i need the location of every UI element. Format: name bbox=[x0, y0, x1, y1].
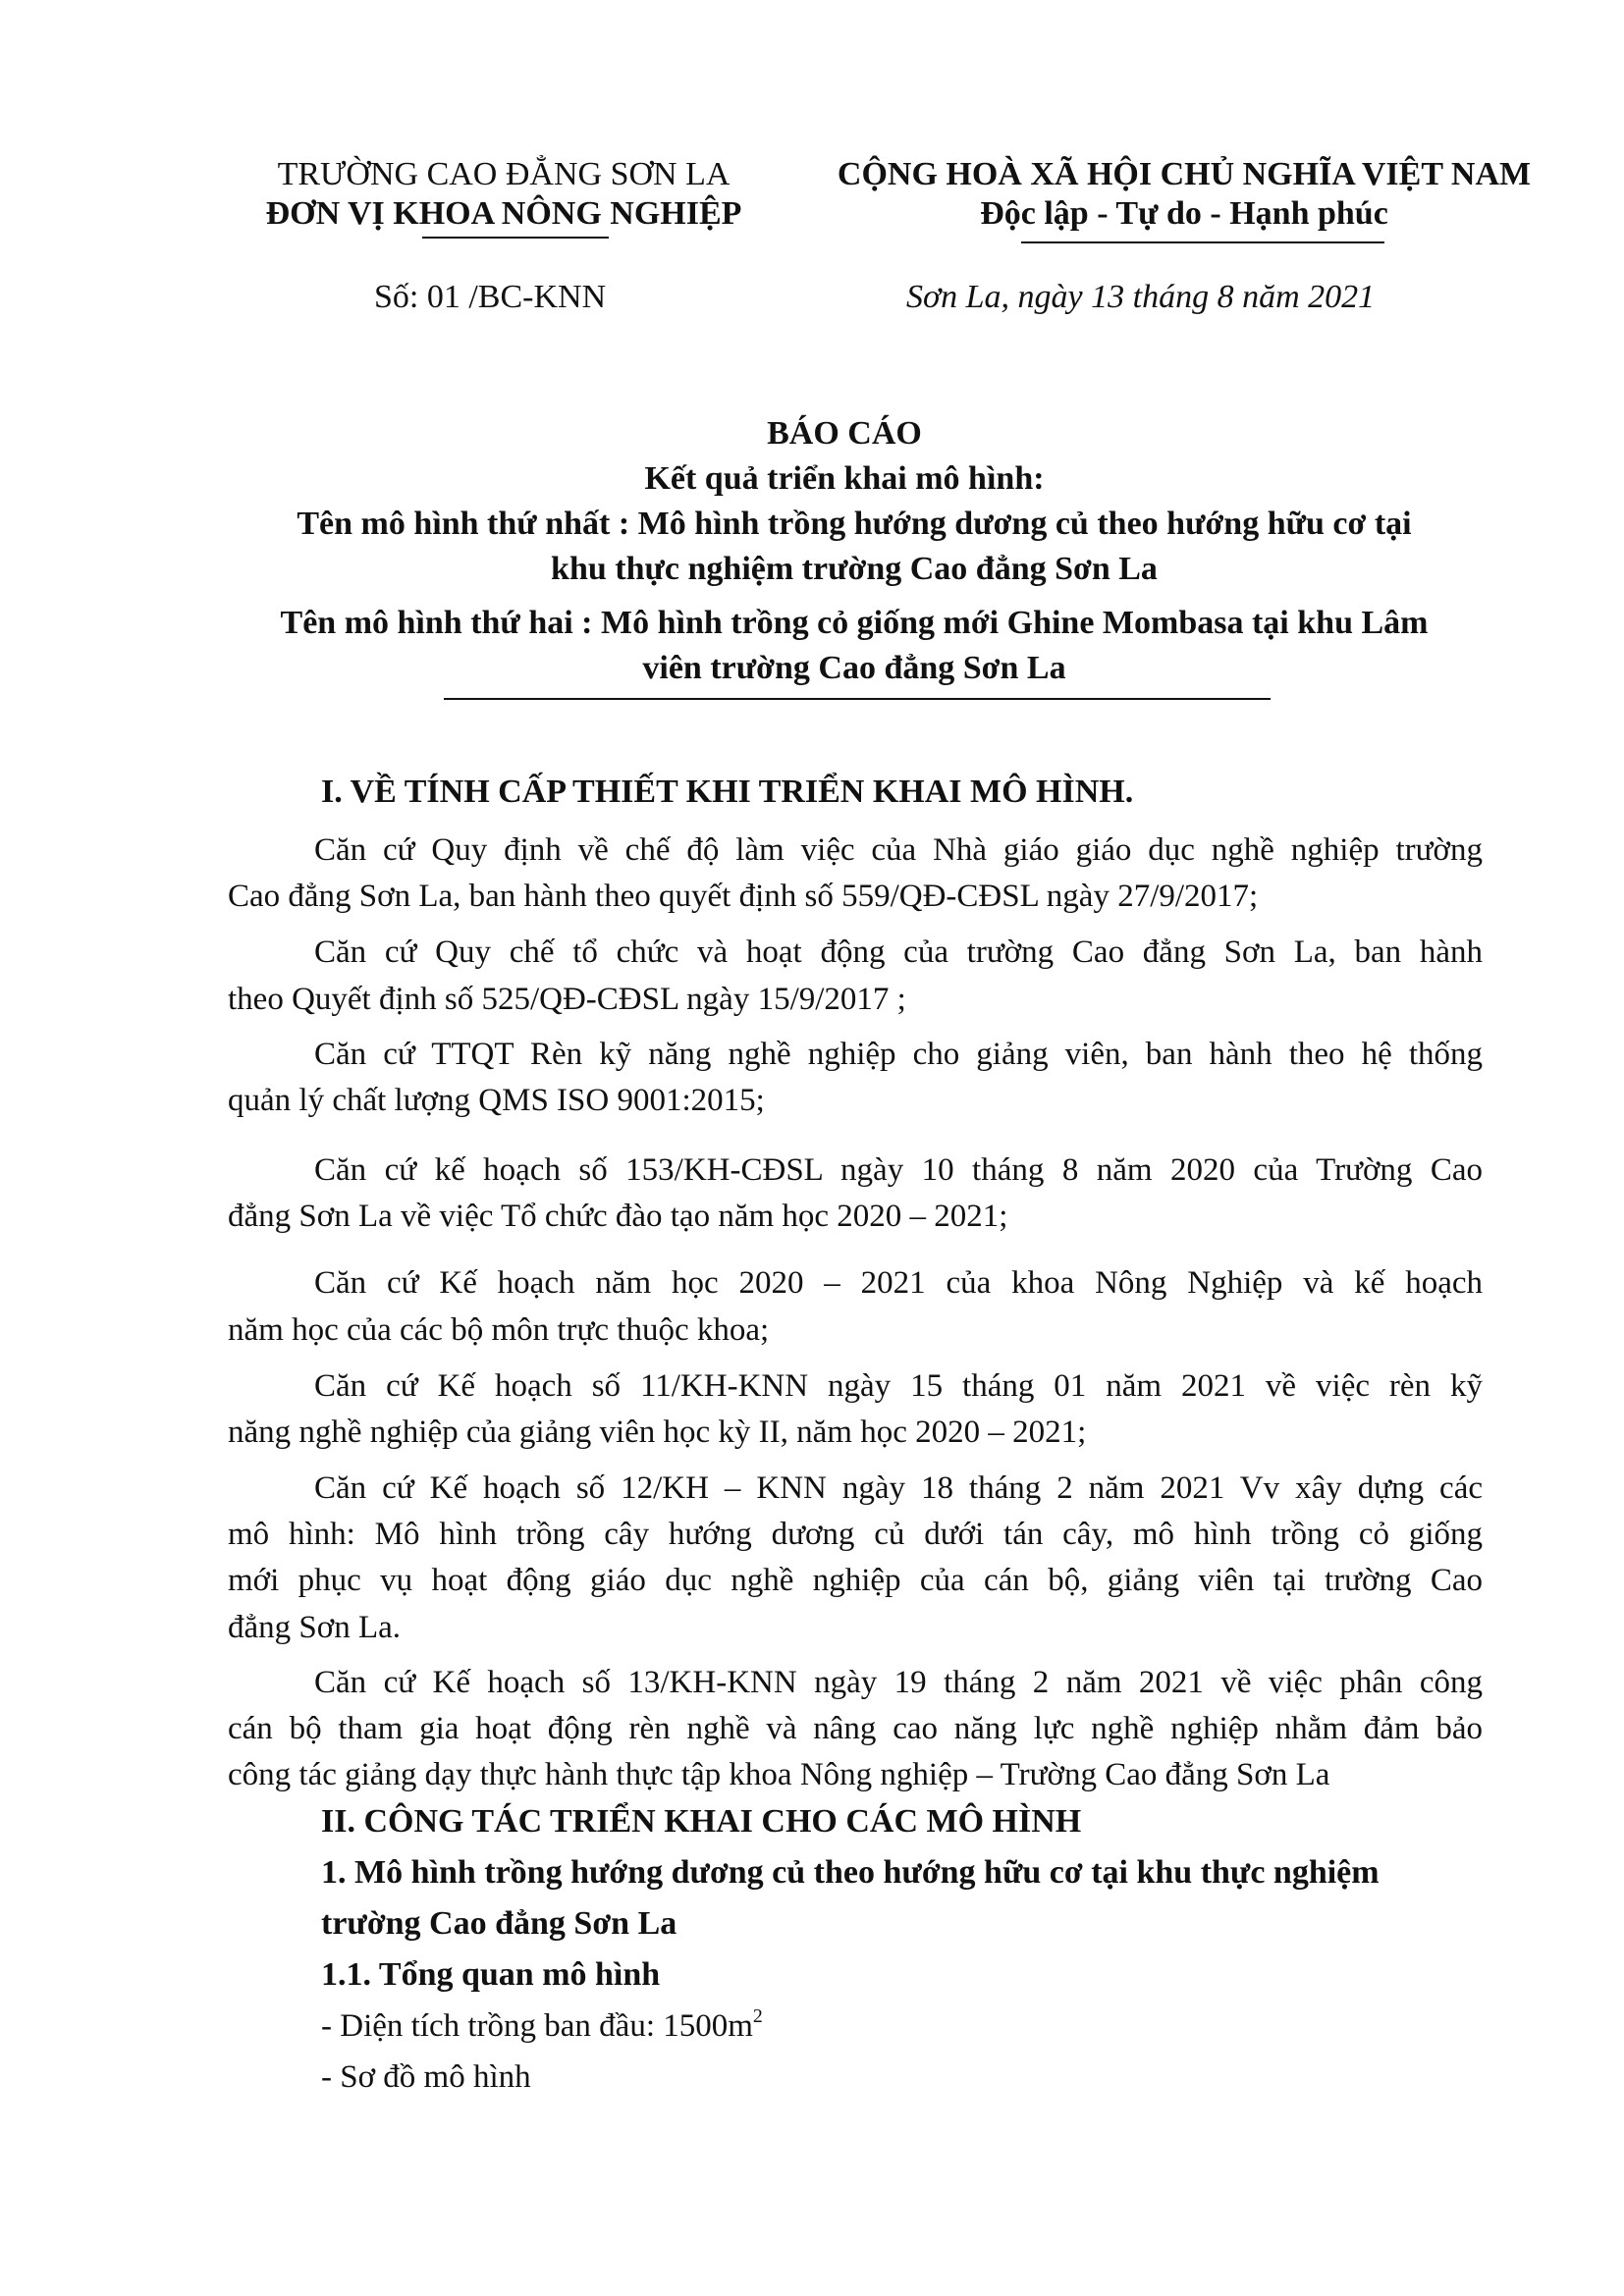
para-6-line-2: năng nghề nghiệp của giảng viên học kỳ II, năm học 2020 – 2021; bbox=[228, 1415, 1087, 1450]
motto-underline bbox=[1021, 241, 1384, 243]
school-name: TRƯỜNG CAO ĐẲNG SƠN LA bbox=[277, 156, 731, 192]
para-8-line-2: cán bộ tham gia hoạt động rèn nghề và nâng cao năng lực nghề nghiệp nhằm đảm bảo bbox=[228, 1711, 1483, 1746]
model2-name-line1: Tên mô hình thứ hai : Mô hình trồng cỏ giống mới Ghine Mombasa tại khu Lâm bbox=[280, 605, 1429, 641]
para-1-line-1: Căn cứ Quy định về chế độ làm việc của Nhà giáo giáo dục nghề nghiệp trường bbox=[314, 832, 1483, 868]
para-6-line-1: Căn cứ Kế hoạch số 11/KH-KNN ngày 15 tháng 01 năm 2021 về việc rèn kỹ bbox=[314, 1368, 1483, 1404]
bullet-area-text: - Diện tích trồng ban đầu: 1500m bbox=[321, 2008, 753, 2044]
para-3-line-1: Căn cứ TTQT Rèn kỹ năng nghề nghiệp cho giảng viên, ban hành theo hệ thống bbox=[314, 1037, 1483, 1072]
bullet-area-unit-sup: 2 bbox=[752, 2005, 763, 2028]
bullet-area bbox=[321, 2006, 763, 2046]
bullet-diagram: - Sơ đồ mô hình bbox=[321, 2059, 531, 2095]
para-2-line-2: theo Quyết định số 525/QĐ-CĐSL ngày 15/9/2017 ; bbox=[228, 982, 906, 1017]
section-1-heading: I. VỀ TÍNH CẤP THIẾT KHI TRIỂN KHAI MÔ HÌNH. bbox=[321, 774, 1134, 810]
motto: Độc lập - Tự do - Hạnh phúc bbox=[980, 195, 1388, 232]
para-8-line-1: Căn cứ Kế hoạch số 13/KH-KNN ngày 19 tháng 2 năm 2021 về việc phân công bbox=[314, 1665, 1483, 1700]
para-8-line-3: công tác giảng dạy thực hành thực tập khoa Nông nghiệp – Trường Cao đẳng Sơn La bbox=[228, 1757, 1330, 1792]
subsection-1-1-heading: 1.1. Tổng quan mô hình bbox=[321, 1956, 661, 1993]
para-3-line-2: quản lý chất lượng QMS ISO 9001:2015; bbox=[228, 1083, 765, 1118]
model1-name-line2: khu thực nghiệm trường Cao đẳng Sơn La bbox=[551, 551, 1158, 587]
report-subtitle: Kết quả triển khai mô hình: bbox=[644, 460, 1045, 497]
para-5-line-2: năm học của các bộ môn trực thuộc khoa; bbox=[228, 1312, 770, 1348]
subsection-1-heading-line2: trường Cao đẳng Sơn La bbox=[321, 1905, 677, 1942]
title-divider bbox=[444, 698, 1271, 700]
para-4-line-1: Căn cứ kế hoạch số 153/KH-CĐSL ngày 10 tháng 8 năm 2020 của Trường Cao bbox=[314, 1152, 1483, 1188]
para-4-line-2: đẳng Sơn La về việc Tổ chức đào tạo năm học 2020 – 2021; bbox=[228, 1199, 1008, 1234]
unit-underline bbox=[422, 237, 609, 239]
report-title: BÁO CÁO bbox=[767, 415, 922, 452]
para-7-line-3: mới phục vụ hoạt động giáo dục nghề nghiệp của cán bộ, giảng viên tại trường Cao bbox=[228, 1563, 1483, 1598]
unit-name: ĐƠN VỊ KHOA NÔNG NGHIỆP bbox=[265, 195, 742, 232]
document-number: Số: 01 /BC-KNN bbox=[374, 279, 607, 315]
model2-name-line2: viên trường Cao đẳng Sơn La bbox=[642, 650, 1066, 686]
para-1-line-2: Cao đẳng Sơn La, ban hành theo quyết định số 559/QĐ-CĐSL ngày 27/9/2017; bbox=[228, 879, 1259, 914]
model1-name-line1: Tên mô hình thứ nhất : Mô hình trồng hướng dương củ theo hướng hữu cơ tại bbox=[297, 506, 1412, 542]
para-2-line-1: Căn cứ Quy chế tổ chức và hoạt động của trường Cao đẳng Sơn La, ban hành bbox=[314, 934, 1483, 970]
country-name: CỘNG HOÀ XÃ HỘI CHỦ NGHĨA VIỆT NAM bbox=[837, 156, 1532, 192]
para-7-line-4: đẳng Sơn La. bbox=[228, 1610, 402, 1645]
para-7-line-2: mô hình: Mô hình trồng cây hướng dương củ dưới tán cây, mô hình trồng cỏ giống bbox=[228, 1517, 1483, 1552]
para-7-line-1: Căn cứ Kế hoạch số 12/KH – KNN ngày 18 tháng 2 năm 2021 Vv xây dựng các bbox=[314, 1470, 1483, 1506]
subsection-1-heading-line1: 1. Mô hình trồng hướng dương củ theo hướng hữu cơ tại khu thực nghiệm bbox=[321, 1854, 1380, 1891]
document-date: Sơn La, ngày 13 tháng 8 năm 2021 bbox=[906, 279, 1376, 315]
section-2-heading: II. CÔNG TÁC TRIỂN KHAI CHO CÁC MÔ HÌNH bbox=[321, 1803, 1082, 1840]
para-5-line-1: Căn cứ Kế hoạch năm học 2020 – 2021 của khoa Nông Nghiệp và kế hoạch bbox=[314, 1265, 1483, 1301]
